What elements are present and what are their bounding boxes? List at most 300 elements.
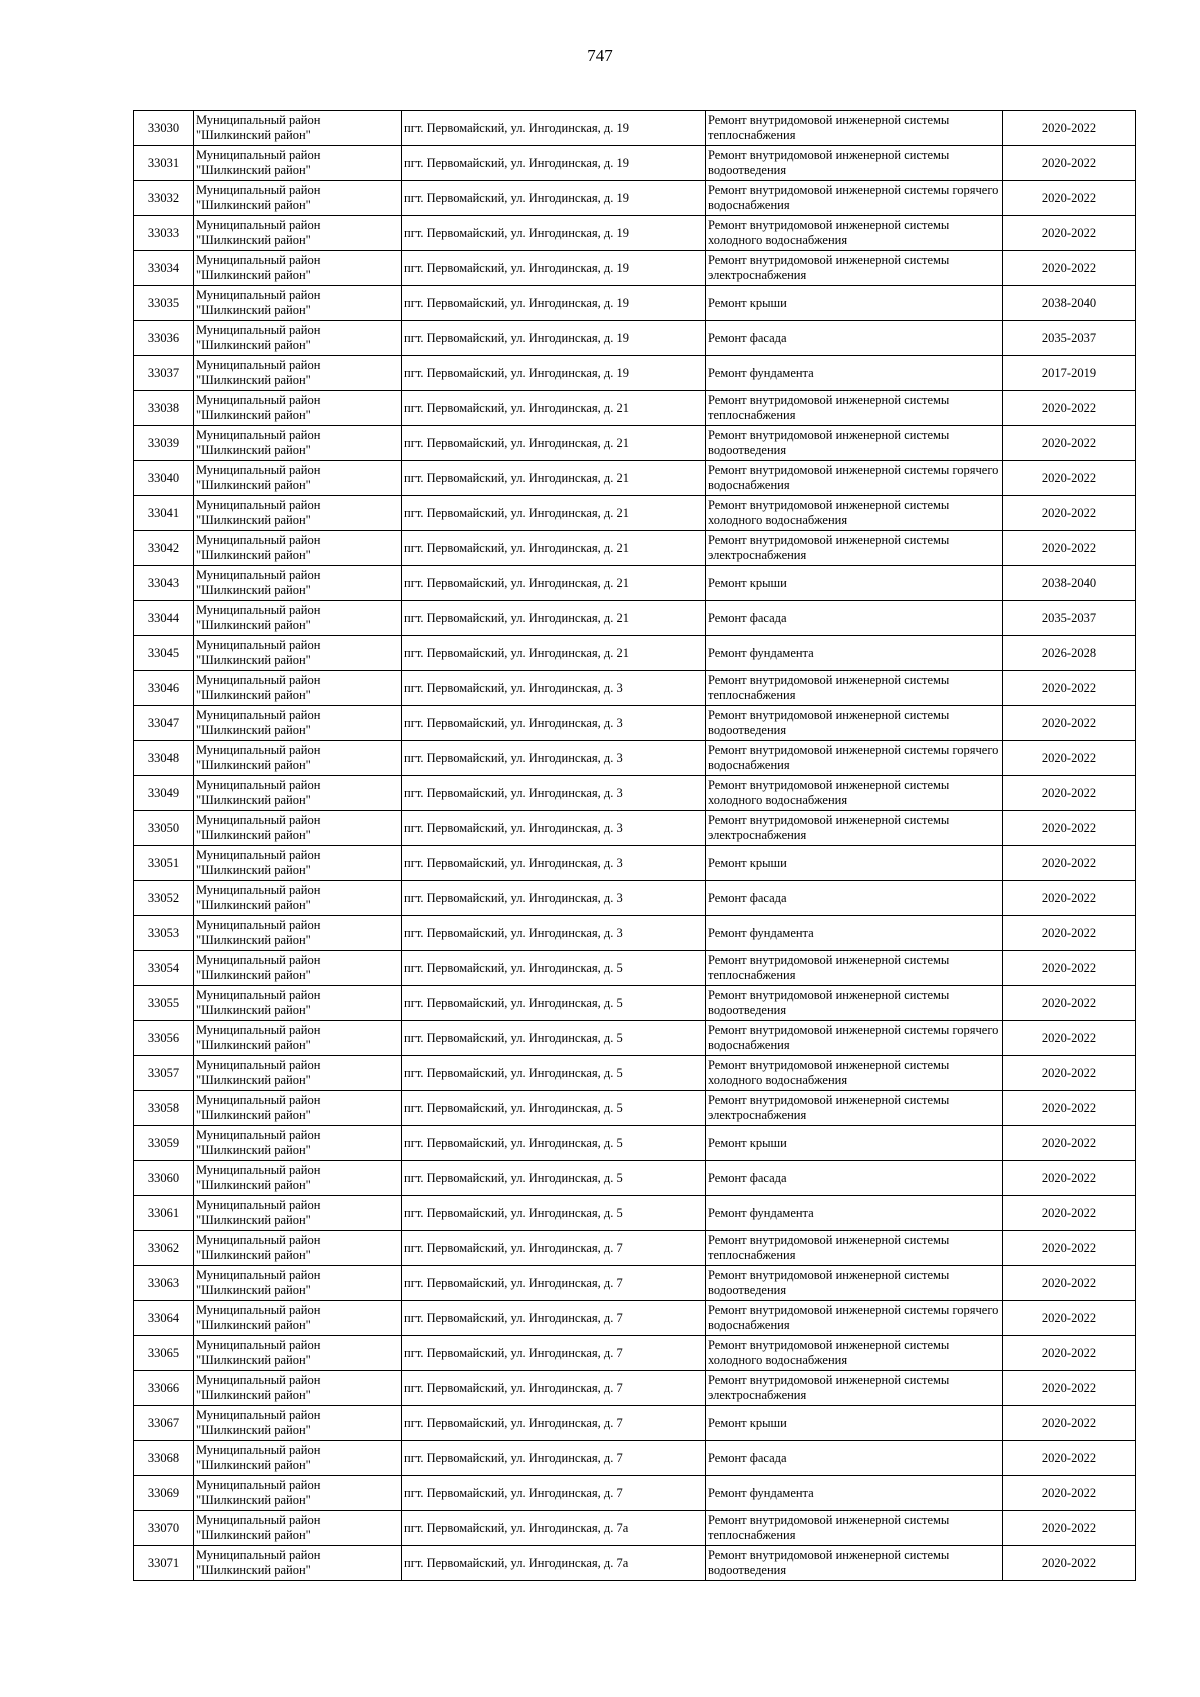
municipality-name: "Шилкинский район" <box>196 163 311 177</box>
municipality-type: Муниципальный район <box>196 918 321 932</box>
period-cell: 2020-2022 <box>1003 1056 1136 1091</box>
municipality-name: "Шилкинский район" <box>196 688 311 702</box>
row-number-cell: 33038 <box>134 391 194 426</box>
period-cell: 2020-2022 <box>1003 706 1136 741</box>
address-cell: пгт. Первомайский, ул. Ингодинская, д. 19 <box>402 356 706 391</box>
address-cell: пгт. Первомайский, ул. Ингодинская, д. 3 <box>402 671 706 706</box>
period-cell: 2020-2022 <box>1003 181 1136 216</box>
municipality-cell <box>194 811 402 846</box>
municipality-type: Муниципальный район <box>196 883 321 897</box>
row-number-cell: 33045 <box>134 636 194 671</box>
table-row <box>134 741 1136 776</box>
address-cell: пгт. Первомайский, ул. Ингодинская, д. 3 <box>402 846 706 881</box>
work-type-cell: Ремонт внутридомовой инженерной системы холодного водоснабжения <box>706 1056 1003 1091</box>
period-cell: 2020-2022 <box>1003 671 1136 706</box>
table-row <box>134 846 1136 881</box>
table-row <box>134 1021 1136 1056</box>
table-row <box>134 1056 1136 1091</box>
municipality-cell <box>194 111 402 146</box>
work-type-cell: Ремонт крыши <box>706 846 1003 881</box>
period-cell: 2020-2022 <box>1003 1406 1136 1441</box>
period-cell: 2020-2022 <box>1003 391 1136 426</box>
period-cell: 2020-2022 <box>1003 881 1136 916</box>
table-row <box>134 426 1136 461</box>
municipality-type: Муниципальный район <box>196 533 321 547</box>
municipality-cell <box>194 1511 402 1546</box>
table-row <box>134 1336 1136 1371</box>
municipality-cell <box>194 146 402 181</box>
table-row <box>134 951 1136 986</box>
municipality-type: Муниципальный район <box>196 1128 321 1142</box>
municipality-cell <box>194 846 402 881</box>
municipality-cell <box>194 1371 402 1406</box>
row-number-cell: 33059 <box>134 1126 194 1161</box>
address-cell: пгт. Первомайский, ул. Ингодинская, д. 7 <box>402 1406 706 1441</box>
row-number-cell: 33061 <box>134 1196 194 1231</box>
table-row <box>134 566 1136 601</box>
work-type-cell: Ремонт внутридомовой инженерной системы теплоснабжения <box>706 671 1003 706</box>
address-cell: пгт. Первомайский, ул. Ингодинская, д. 19 <box>402 181 706 216</box>
address-cell: пгт. Первомайский, ул. Ингодинская, д. 7а <box>402 1546 706 1581</box>
table-row <box>134 1196 1136 1231</box>
work-type-cell: Ремонт фундамента <box>706 916 1003 951</box>
address-cell: пгт. Первомайский, ул. Ингодинская, д. 21 <box>402 391 706 426</box>
municipality-name: "Шилкинский район" <box>196 1423 311 1437</box>
municipality-name: "Шилкинский район" <box>196 1388 311 1402</box>
row-number-cell: 33034 <box>134 251 194 286</box>
municipality-name: "Шилкинский район" <box>196 303 311 317</box>
table-row <box>134 881 1136 916</box>
row-number-cell: 33050 <box>134 811 194 846</box>
table-row <box>134 1371 1136 1406</box>
work-type-cell: Ремонт фасада <box>706 881 1003 916</box>
municipality-type: Муниципальный район <box>196 498 321 512</box>
table-row <box>134 1231 1136 1266</box>
municipality-type: Муниципальный район <box>196 1023 321 1037</box>
address-cell: пгт. Первомайский, ул. Ингодинская, д. 5 <box>402 1056 706 1091</box>
row-number-cell: 33049 <box>134 776 194 811</box>
period-cell: 2020-2022 <box>1003 776 1136 811</box>
municipality-cell <box>194 1406 402 1441</box>
work-type-cell: Ремонт внутридомовой инженерной системы холодного водоснабжения <box>706 776 1003 811</box>
table-row <box>134 286 1136 321</box>
municipality-name: "Шилкинский район" <box>196 1108 311 1122</box>
row-number-cell: 33065 <box>134 1336 194 1371</box>
table-body <box>134 111 1136 1581</box>
municipality-cell <box>194 1091 402 1126</box>
work-type-cell: Ремонт внутридомовой инженерной системы водоотведения <box>706 986 1003 1021</box>
work-type-cell: Ремонт внутридомовой инженерной системы теплоснабжения <box>706 1511 1003 1546</box>
row-number-cell: 33032 <box>134 181 194 216</box>
work-type-cell: Ремонт внутридомовой инженерной системы водоотведения <box>706 1546 1003 1581</box>
address-cell: пгт. Первомайский, ул. Ингодинская, д. 21 <box>402 426 706 461</box>
municipality-cell <box>194 1441 402 1476</box>
municipality-name: "Шилкинский район" <box>196 1283 311 1297</box>
work-type-cell: Ремонт фасада <box>706 1161 1003 1196</box>
work-type-cell: Ремонт внутридомовой инженерной системы теплоснабжения <box>706 391 1003 426</box>
work-type-cell: Ремонт внутридомовой инженерной системы холодного водоснабжения <box>706 216 1003 251</box>
municipality-name: "Шилкинский район" <box>196 373 311 387</box>
row-number-cell: 33046 <box>134 671 194 706</box>
address-cell: пгт. Первомайский, ул. Ингодинская, д. 7 <box>402 1301 706 1336</box>
municipality-cell <box>194 1301 402 1336</box>
table-row <box>134 321 1136 356</box>
municipality-name: "Шилкинский район" <box>196 443 311 457</box>
municipality-name: "Шилкинский район" <box>196 233 311 247</box>
municipality-type: Муниципальный район <box>196 288 321 302</box>
work-type-cell: Ремонт внутридомовой инженерной системы электроснабжения <box>706 811 1003 846</box>
table-row <box>134 706 1136 741</box>
municipality-cell <box>194 531 402 566</box>
municipality-cell <box>194 1126 402 1161</box>
municipality-type: Муниципальный район <box>196 813 321 827</box>
work-type-cell: Ремонт внутридомовой инженерной системы горячего водоснабжения <box>706 741 1003 776</box>
row-number-cell: 33051 <box>134 846 194 881</box>
municipality-type: Муниципальный район <box>196 673 321 687</box>
period-cell: 2017-2019 <box>1003 356 1136 391</box>
municipality-type: Муниципальный район <box>196 848 321 862</box>
table-row <box>134 391 1136 426</box>
municipality-type: Муниципальный район <box>196 253 321 267</box>
municipality-cell <box>194 251 402 286</box>
table-row <box>134 1161 1136 1196</box>
period-cell: 2020-2022 <box>1003 1196 1136 1231</box>
period-cell: 2020-2022 <box>1003 1091 1136 1126</box>
period-cell: 2020-2022 <box>1003 496 1136 531</box>
period-cell: 2020-2022 <box>1003 1301 1136 1336</box>
table-row <box>134 251 1136 286</box>
municipality-name: "Шилкинский район" <box>196 968 311 982</box>
municipality-name: "Шилкинский район" <box>196 618 311 632</box>
municipality-type: Муниципальный район <box>196 393 321 407</box>
municipality-cell <box>194 881 402 916</box>
municipality-cell <box>194 391 402 426</box>
municipality-name: "Шилкинский район" <box>196 1528 311 1542</box>
municipality-type: Муниципальный район <box>196 568 321 582</box>
municipality-name: "Шилкинский район" <box>196 408 311 422</box>
municipality-cell <box>194 216 402 251</box>
municipality-type: Муниципальный район <box>196 1478 321 1492</box>
address-cell: пгт. Первомайский, ул. Ингодинская, д. 7 <box>402 1266 706 1301</box>
row-number-cell: 33063 <box>134 1266 194 1301</box>
municipality-cell <box>194 321 402 356</box>
period-cell: 2020-2022 <box>1003 1021 1136 1056</box>
table-row <box>134 496 1136 531</box>
municipality-name: "Шилкинский район" <box>196 198 311 212</box>
municipality-type: Муниципальный район <box>196 1443 321 1457</box>
address-cell: пгт. Первомайский, ул. Ингодинская, д. 19 <box>402 146 706 181</box>
work-type-cell: Ремонт фундамента <box>706 1196 1003 1231</box>
municipality-name: "Шилкинский район" <box>196 828 311 842</box>
row-number-cell: 33052 <box>134 881 194 916</box>
municipality-type: Муниципальный район <box>196 1513 321 1527</box>
period-cell: 2020-2022 <box>1003 1231 1136 1266</box>
municipality-type: Муниципальный район <box>196 1233 321 1247</box>
address-cell: пгт. Первомайский, ул. Ингодинская, д. 3 <box>402 776 706 811</box>
address-cell: пгт. Первомайский, ул. Ингодинская, д. 5 <box>402 951 706 986</box>
municipality-cell <box>194 1336 402 1371</box>
municipality-type: Муниципальный район <box>196 1163 321 1177</box>
municipality-cell <box>194 636 402 671</box>
municipality-name: "Шилкинский район" <box>196 1563 311 1577</box>
row-number-cell: 33037 <box>134 356 194 391</box>
row-number-cell: 33060 <box>134 1161 194 1196</box>
row-number-cell: 33057 <box>134 1056 194 1091</box>
table-row <box>134 1266 1136 1301</box>
municipality-cell <box>194 706 402 741</box>
period-cell: 2035-2037 <box>1003 601 1136 636</box>
period-cell: 2020-2022 <box>1003 251 1136 286</box>
row-number-cell: 33031 <box>134 146 194 181</box>
municipality-name: "Шилкинский район" <box>196 128 311 142</box>
page-number: 747 <box>587 46 613 65</box>
address-cell: пгт. Первомайский, ул. Ингодинская, д. 21 <box>402 566 706 601</box>
work-type-cell: Ремонт внутридомовой инженерной системы теплоснабжения <box>706 951 1003 986</box>
municipality-name: "Шилкинский район" <box>196 863 311 877</box>
row-number-cell: 33048 <box>134 741 194 776</box>
municipality-type: Муниципальный район <box>196 1548 321 1562</box>
period-cell: 2020-2022 <box>1003 846 1136 881</box>
address-cell: пгт. Первомайский, ул. Ингодинская, д. 19 <box>402 286 706 321</box>
municipality-type: Муниципальный район <box>196 1303 321 1317</box>
municipality-cell <box>194 671 402 706</box>
row-number-cell: 33047 <box>134 706 194 741</box>
address-cell: пгт. Первомайский, ул. Ингодинская, д. 19 <box>402 216 706 251</box>
row-number-cell: 33036 <box>134 321 194 356</box>
work-type-cell: Ремонт внутридомовой инженерной системы водоотведения <box>706 706 1003 741</box>
table-row <box>134 1511 1136 1546</box>
table-row <box>134 601 1136 636</box>
address-cell: пгт. Первомайский, ул. Ингодинская, д. 3 <box>402 881 706 916</box>
work-type-cell: Ремонт внутридомовой инженерной системы электроснабжения <box>706 251 1003 286</box>
address-cell: пгт. Первомайский, ул. Ингодинская, д. 19 <box>402 111 706 146</box>
period-cell: 2020-2022 <box>1003 811 1136 846</box>
period-cell: 2020-2022 <box>1003 1511 1136 1546</box>
municipality-type: Муниципальный район <box>196 1338 321 1352</box>
table-row <box>134 636 1136 671</box>
row-number-cell: 33071 <box>134 1546 194 1581</box>
municipality-name: "Шилкинский район" <box>196 513 311 527</box>
row-number-cell: 33064 <box>134 1301 194 1336</box>
table-row <box>134 181 1136 216</box>
address-cell: пгт. Первомайский, ул. Ингодинская, д. 3 <box>402 811 706 846</box>
municipality-type: Муниципальный район <box>196 183 321 197</box>
address-cell: пгт. Первомайский, ул. Ингодинская, д. 7 <box>402 1336 706 1371</box>
municipality-name: "Шилкинский район" <box>196 338 311 352</box>
address-cell: пгт. Первомайский, ул. Ингодинская, д. 7 <box>402 1371 706 1406</box>
address-cell: пгт. Первомайский, ул. Ингодинская, д. 19 <box>402 321 706 356</box>
row-number-cell: 33069 <box>134 1476 194 1511</box>
table-row <box>134 461 1136 496</box>
table-row <box>134 1476 1136 1511</box>
table-row <box>134 1091 1136 1126</box>
municipality-cell <box>194 1231 402 1266</box>
table-row <box>134 986 1136 1021</box>
municipality-cell <box>194 741 402 776</box>
address-cell: пгт. Первомайский, ул. Ингодинская, д. 21 <box>402 531 706 566</box>
period-cell: 2020-2022 <box>1003 461 1136 496</box>
municipality-type: Муниципальный район <box>196 1373 321 1387</box>
municipality-type: Муниципальный район <box>196 218 321 232</box>
table-row <box>134 356 1136 391</box>
address-cell: пгт. Первомайский, ул. Ингодинская, д. 7 <box>402 1231 706 1266</box>
work-type-cell: Ремонт внутридомовой инженерной системы электроснабжения <box>706 1091 1003 1126</box>
municipality-name: "Шилкинский район" <box>196 723 311 737</box>
municipality-type: Муниципальный район <box>196 778 321 792</box>
municipality-name: "Шилкинский район" <box>196 1213 311 1227</box>
address-cell: пгт. Первомайский, ул. Ингодинская, д. 21 <box>402 496 706 531</box>
period-cell: 2020-2022 <box>1003 741 1136 776</box>
table-row <box>134 531 1136 566</box>
table-row <box>134 776 1136 811</box>
work-type-cell: Ремонт внутридомовой инженерной системы водоотведения <box>706 146 1003 181</box>
municipality-type: Муниципальный район <box>196 988 321 1002</box>
municipality-name: "Шилкинский район" <box>196 1318 311 1332</box>
table-row <box>134 1301 1136 1336</box>
municipality-cell <box>194 496 402 531</box>
table-row <box>134 811 1136 846</box>
row-number-cell: 33066 <box>134 1371 194 1406</box>
municipality-name: "Шилкинский район" <box>196 793 311 807</box>
municipality-type: Муниципальный район <box>196 708 321 722</box>
work-type-cell: Ремонт внутридомовой инженерной системы горячего водоснабжения <box>706 461 1003 496</box>
address-cell: пгт. Первомайский, ул. Ингодинская, д. 5 <box>402 1196 706 1231</box>
municipality-name: "Шилкинский район" <box>196 1458 311 1472</box>
table-row <box>134 1546 1136 1581</box>
municipality-name: "Шилкинский район" <box>196 933 311 947</box>
municipality-name: "Шилкинский район" <box>196 1248 311 1262</box>
address-cell: пгт. Первомайский, ул. Ингодинская, д. 5 <box>402 1091 706 1126</box>
municipality-type: Муниципальный район <box>196 1093 321 1107</box>
municipality-cell <box>194 1021 402 1056</box>
row-number-cell: 33053 <box>134 916 194 951</box>
row-number-cell: 33030 <box>134 111 194 146</box>
municipality-cell <box>194 181 402 216</box>
address-cell: пгт. Первомайский, ул. Ингодинская, д. 5 <box>402 1161 706 1196</box>
work-type-cell: Ремонт фундамента <box>706 1476 1003 1511</box>
period-cell: 2020-2022 <box>1003 1336 1136 1371</box>
table-row <box>134 146 1136 181</box>
period-cell: 2020-2022 <box>1003 111 1136 146</box>
work-type-cell: Ремонт внутридомовой инженерной системы водоотведения <box>706 426 1003 461</box>
municipality-type: Муниципальный район <box>196 1058 321 1072</box>
address-cell: пгт. Первомайский, ул. Ингодинская, д. 3 <box>402 741 706 776</box>
municipality-cell <box>194 286 402 321</box>
municipality-name: "Шилкинский район" <box>196 1143 311 1157</box>
period-cell: 2020-2022 <box>1003 531 1136 566</box>
municipality-type: Муниципальный район <box>196 638 321 652</box>
table-row <box>134 916 1136 951</box>
row-number-cell: 33058 <box>134 1091 194 1126</box>
municipality-name: "Шилкинский район" <box>196 898 311 912</box>
address-cell: пгт. Первомайский, ул. Ингодинская, д. 5 <box>402 1126 706 1161</box>
period-cell: 2020-2022 <box>1003 986 1136 1021</box>
municipality-type: Муниципальный район <box>196 428 321 442</box>
address-cell: пгт. Первомайский, ул. Ингодинская, д. 19 <box>402 251 706 286</box>
municipality-name: "Шилкинский район" <box>196 1003 311 1017</box>
municipality-name: "Шилкинский район" <box>196 1073 311 1087</box>
municipality-cell <box>194 776 402 811</box>
period-cell: 2020-2022 <box>1003 1161 1136 1196</box>
work-type-cell: Ремонт крыши <box>706 566 1003 601</box>
work-type-cell: Ремонт внутридомовой инженерной системы электроснабжения <box>706 531 1003 566</box>
municipality-name: "Шилкинский район" <box>196 1493 311 1507</box>
municipality-cell <box>194 426 402 461</box>
municipality-type: Муниципальный район <box>196 463 321 477</box>
period-cell: 2020-2022 <box>1003 951 1136 986</box>
work-type-cell: Ремонт фасада <box>706 321 1003 356</box>
municipality-type: Муниципальный район <box>196 953 321 967</box>
work-type-cell: Ремонт внутридомовой инженерной системы водоотведения <box>706 1266 1003 1301</box>
work-type-cell: Ремонт внутридомовой инженерной системы теплоснабжения <box>706 111 1003 146</box>
period-cell: 2020-2022 <box>1003 1371 1136 1406</box>
address-cell: пгт. Первомайский, ул. Ингодинская, д. 21 <box>402 636 706 671</box>
work-type-cell: Ремонт фасада <box>706 1441 1003 1476</box>
work-type-cell: Ремонт фасада <box>706 601 1003 636</box>
work-type-cell: Ремонт внутридомовой инженерной системы горячего водоснабжения <box>706 181 1003 216</box>
municipality-cell <box>194 951 402 986</box>
address-cell: пгт. Первомайский, ул. Ингодинская, д. 7 <box>402 1441 706 1476</box>
period-cell: 2020-2022 <box>1003 146 1136 181</box>
row-number-cell: 33042 <box>134 531 194 566</box>
municipality-cell <box>194 461 402 496</box>
municipality-name: "Шилкинский район" <box>196 758 311 772</box>
work-type-cell: Ремонт крыши <box>706 286 1003 321</box>
row-number-cell: 33033 <box>134 216 194 251</box>
municipality-cell <box>194 1476 402 1511</box>
municipality-cell <box>194 1161 402 1196</box>
work-type-cell: Ремонт внутридомовой инженерной системы холодного водоснабжения <box>706 1336 1003 1371</box>
table-row <box>134 671 1136 706</box>
municipality-type: Муниципальный район <box>196 743 321 757</box>
period-cell: 2020-2022 <box>1003 1266 1136 1301</box>
municipality-cell <box>194 986 402 1021</box>
table-row <box>134 1126 1136 1161</box>
period-cell: 2026-2028 <box>1003 636 1136 671</box>
row-number-cell: 33062 <box>134 1231 194 1266</box>
address-cell: пгт. Первомайский, ул. Ингодинская, д. 7 <box>402 1476 706 1511</box>
work-type-cell: Ремонт крыши <box>706 1406 1003 1441</box>
municipality-type: Муниципальный район <box>196 1268 321 1282</box>
period-cell: 2020-2022 <box>1003 1476 1136 1511</box>
row-number-cell: 33040 <box>134 461 194 496</box>
municipality-name: "Шилкинский район" <box>196 1178 311 1192</box>
address-cell: пгт. Первомайский, ул. Ингодинская, д. 7а <box>402 1511 706 1546</box>
municipality-type: Муниципальный район <box>196 1408 321 1422</box>
municipality-cell <box>194 356 402 391</box>
municipality-type: Муниципальный район <box>196 323 321 337</box>
municipality-type: Муниципальный район <box>196 603 321 617</box>
work-type-cell: Ремонт внутридомовой инженерной системы горячего водоснабжения <box>706 1021 1003 1056</box>
period-cell: 2038-2040 <box>1003 566 1136 601</box>
municipality-cell <box>194 601 402 636</box>
municipality-cell <box>194 1546 402 1581</box>
municipality-name: "Шилкинский район" <box>196 583 311 597</box>
row-number-cell: 33056 <box>134 1021 194 1056</box>
table-row <box>134 216 1136 251</box>
municipality-name: "Шилкинский район" <box>196 1353 311 1367</box>
row-number-cell: 33067 <box>134 1406 194 1441</box>
work-type-cell: Ремонт фундамента <box>706 356 1003 391</box>
period-cell: 2020-2022 <box>1003 426 1136 461</box>
work-type-cell: Ремонт крыши <box>706 1126 1003 1161</box>
work-type-cell: Ремонт внутридомовой инженерной системы теплоснабжения <box>706 1231 1003 1266</box>
row-number-cell: 33044 <box>134 601 194 636</box>
row-number-cell: 33054 <box>134 951 194 986</box>
municipality-cell <box>194 566 402 601</box>
table-row <box>134 111 1136 146</box>
row-number-cell: 33041 <box>134 496 194 531</box>
